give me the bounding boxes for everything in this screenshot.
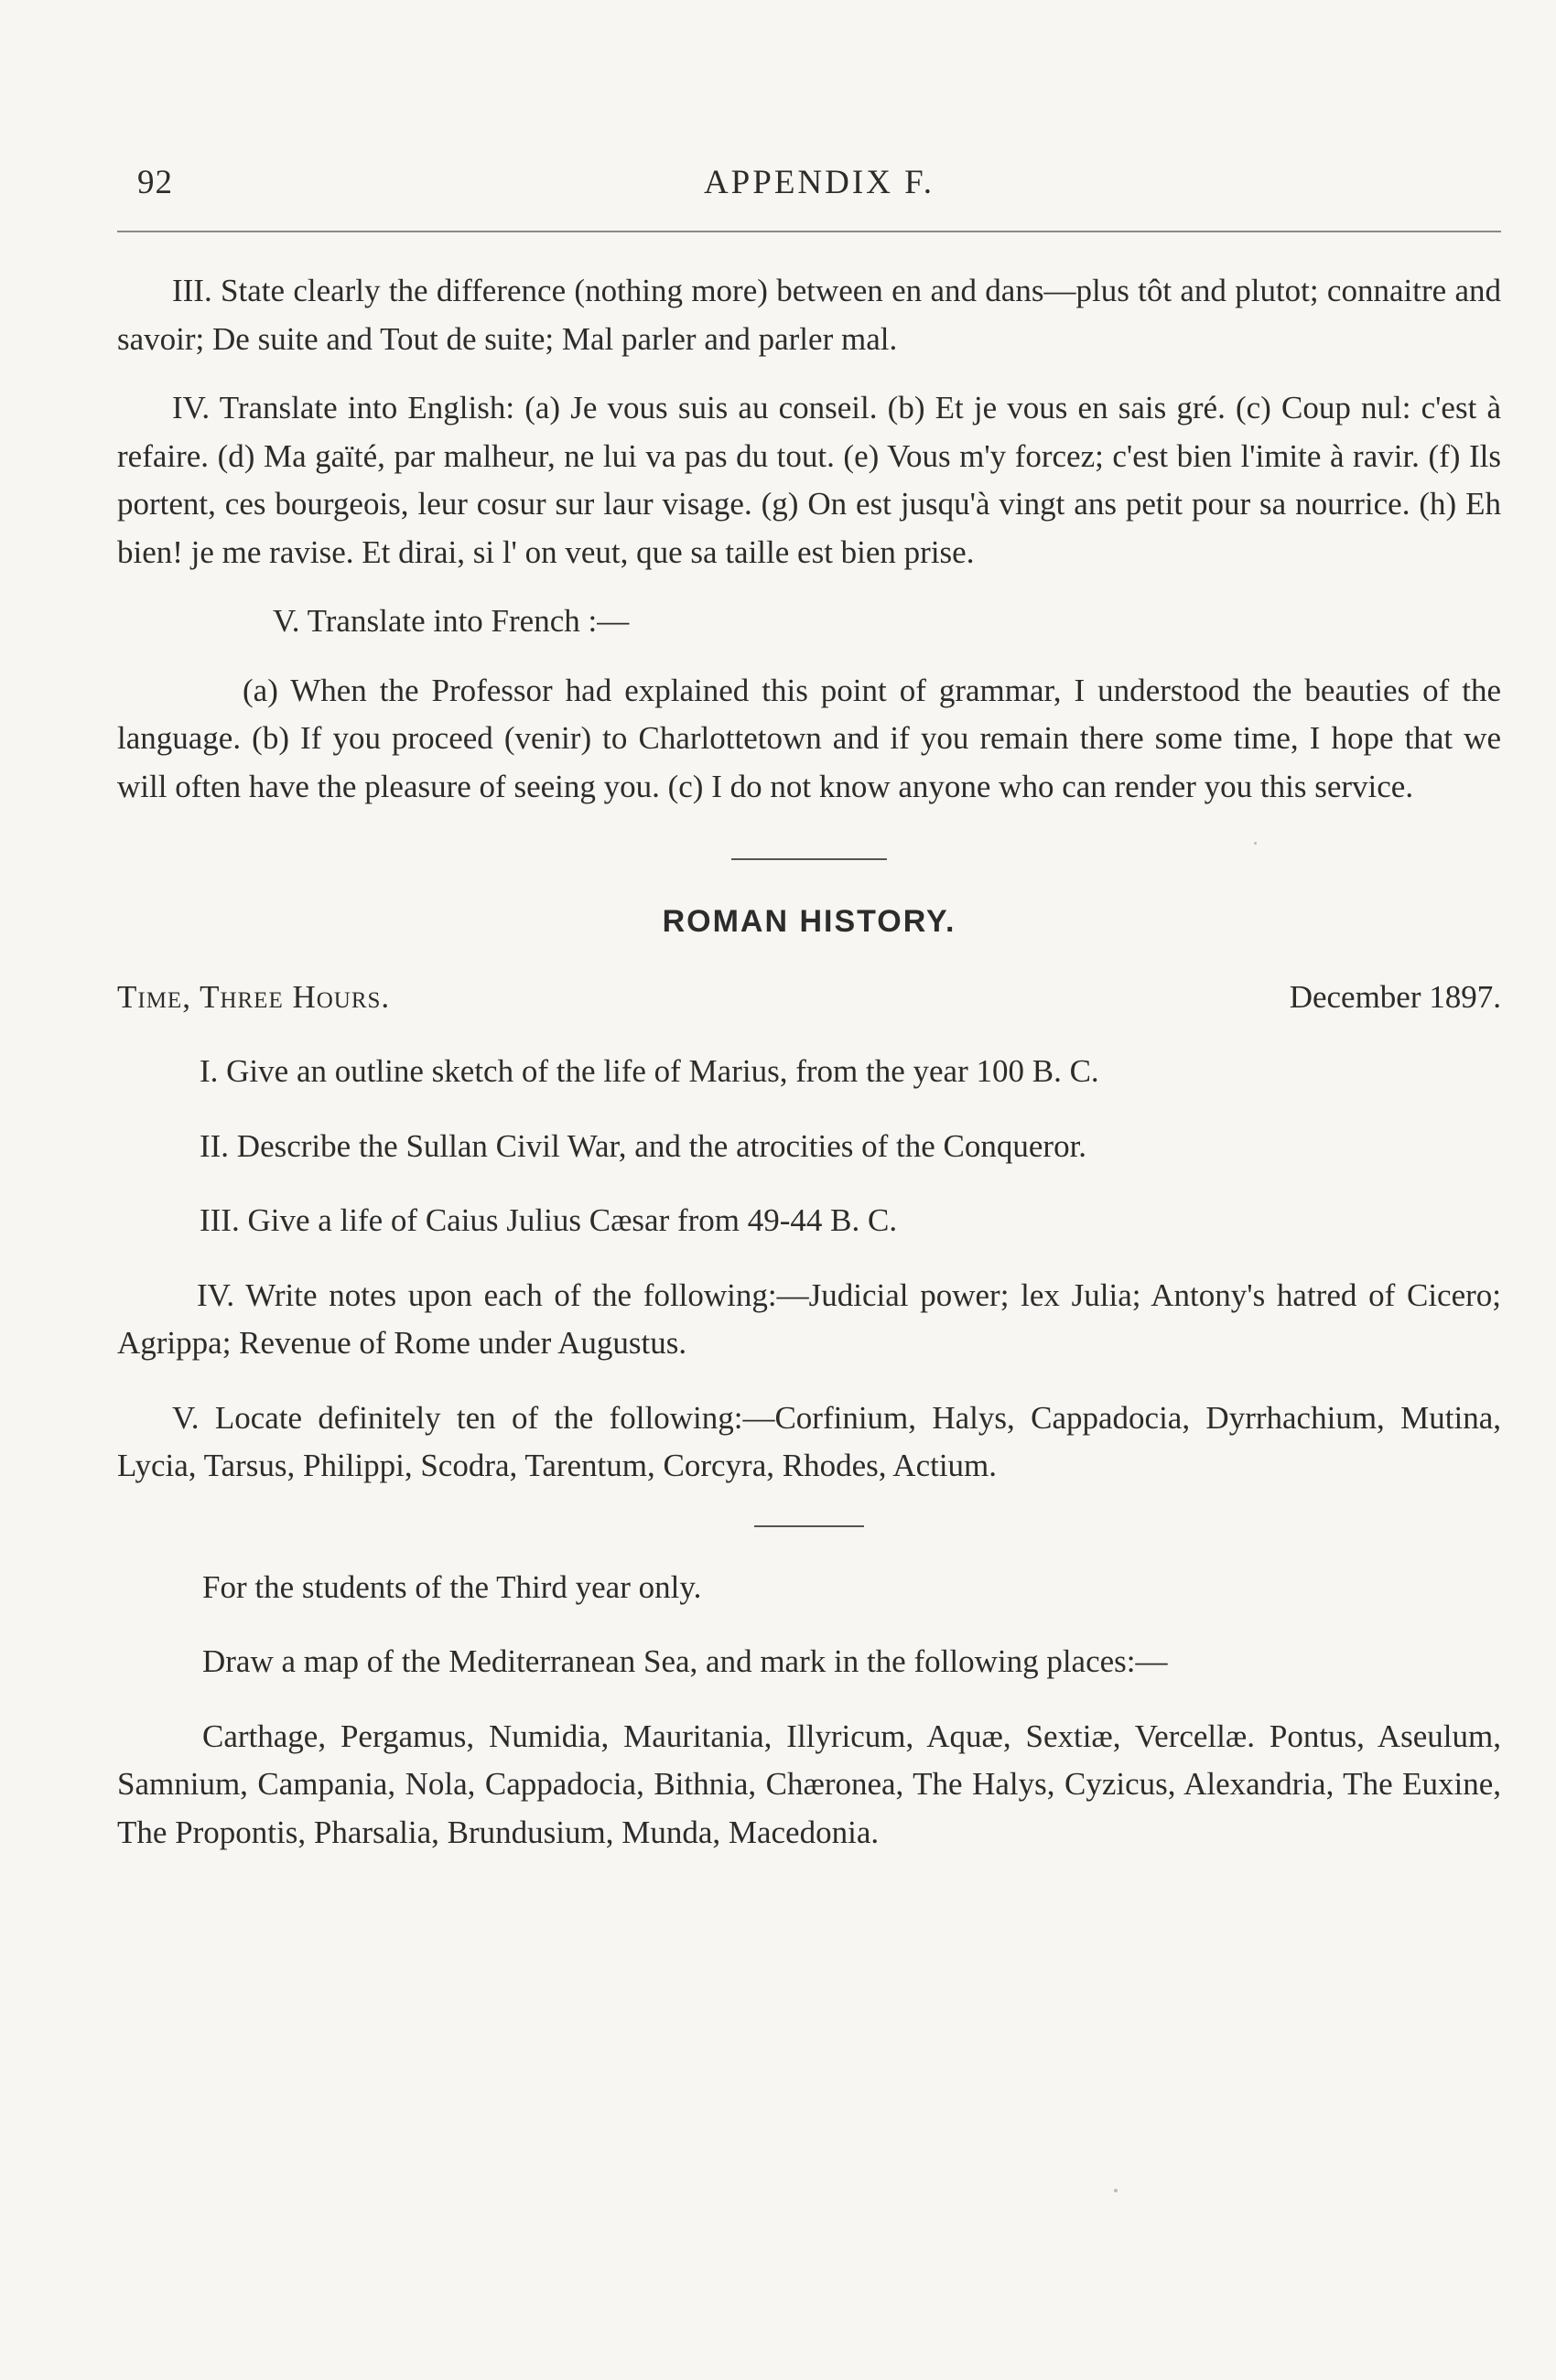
exam-meta: [117, 974, 1501, 1022]
page-number: 92: [137, 164, 173, 201]
roman-question-4: IV. Write notes upon each of the following:—Judicial power; lex Julia; Antony's hatred of Cicero; Agrippa; Revenue of Rome under Augustus.: [117, 1276, 1501, 1361]
running-head: APPENDIX F.: [703, 164, 935, 201]
exam-time: Time, Three Hours.: [117, 978, 391, 1015]
roman-question-2: II. Describe the Sullan Civil War, and the atrocities of the Conqueror.: [200, 1127, 1087, 1164]
section-divider: [731, 858, 887, 860]
french-question-5-body: (a) When the Professor had explained this point of grammar, I understood the beauties of the language. (b) If you proceed (venir) to Charlottetown and if you remain there some time, I hope that we will often have the pleasure of seeing you. (c) I do not know anyone who can render you this service.: [117, 672, 1501, 804]
section-title: ROMAN HISTORY.: [662, 904, 956, 939]
third-year-instruction: Draw a map of the Mediterranean Sea, and mark in the following places:—: [202, 1643, 1168, 1679]
paper-speck: [1254, 842, 1257, 845]
header-rule: [117, 231, 1501, 232]
exam-date: December 1897.: [1289, 978, 1501, 1015]
french-question-4: IV. Translate into English: (a) Je vous suis au conseil. (b) Et je vous en sais gré. (c) Coup nul: c'est à refaire. (d) Ma gaïté, par malheur, ne lui va pas du tout. (e) Vous m'y forcez; c'est bien l'imite à ravir. (f) Ils portent, ces bourgeois, leur cosur sur laur visage. (g) On est jusqu'à vingt ans petit pour sa nourrice. (h) Eh bien! je me ravise. Et dirai, si l' on veut, que sa taille est bien prise.: [117, 390, 1501, 570]
roman-question-1: I. Give an outline sketch of the life of Marius, from the year 100 B. C.: [200, 1053, 1099, 1089]
page-body: [117, 267, 1501, 1857]
roman-question-3: III. Give a life of Caius Julius Cæsar from 49-44 B. C.: [200, 1202, 898, 1238]
subsection-divider: [754, 1525, 864, 1527]
roman-question-5: V. Locate definitely ten of the following:—Corfinium, Halys, Cappadocia, Dyrrhachium, Mutina, Lycia, Tarsus, Philippi, Scodra, Tarentum, Corcyra, Rhodes, Actium.: [117, 1399, 1501, 1483]
paper-speck: [1114, 2189, 1118, 2192]
french-question-5-heading: V. Translate into French :—: [273, 603, 630, 639]
third-year-places: Carthage, Pergamus, Numidia, Mauritania, Illyricum, Aquæ, Sextiæ, Vercellæ. Pontus, Aseulum, Samnium, Campania, Nola, Cappadocia, Bithnia, Chæronea, The Halys, Cyzicus, Alexandria, The Euxine, The Propontis, Pharsalia, Brundusium, Munda, Macedonia.: [117, 1718, 1501, 1850]
page-header: [137, 163, 1501, 209]
french-question-3: III. State clearly the difference (nothing more) between en and dans—plus tôt and plutot; connaitre and savoir; De suite and Tout de suite; Mal parler and parler mal.: [117, 273, 1501, 357]
third-year-note: For the students of the Third year only.: [202, 1568, 702, 1605]
